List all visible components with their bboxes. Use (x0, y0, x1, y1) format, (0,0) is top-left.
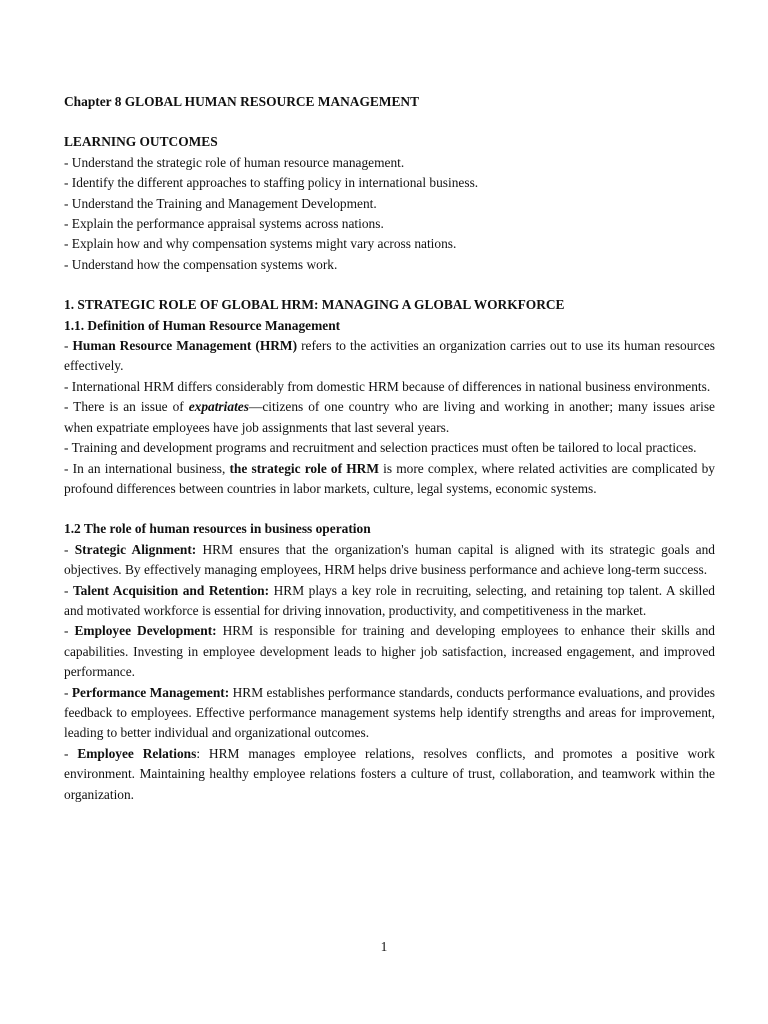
item-term: Employee Relations (77, 745, 197, 761)
spacer (64, 112, 715, 132)
paragraph-prefix: - There is an issue of (64, 399, 189, 415)
paragraph (64, 336, 715, 377)
paragraph (64, 459, 715, 500)
role-item (64, 683, 715, 744)
role-item (64, 744, 715, 805)
section-heading: 1. STRATEGIC ROLE OF GLOBAL HRM: MANAGING A GLOBAL WORKFORCE (64, 297, 565, 313)
subsection-heading: 1.1. Definition of Human Resource Management (64, 317, 341, 333)
item-text: HRM is responsible for training and developing employees to enhance their skills and capabilities. Investing in employee development leads to higher job satisfaction, increased engagement, and improved performance. (64, 623, 715, 680)
paragraph (64, 397, 715, 438)
learning-outcome-item: - Identify the different approaches to staffing policy in international business. (64, 175, 479, 191)
item-text: HRM plays a key role in recruiting, selecting, and retaining top talent. A skilled and motivated workforce is essential for driving innovation, productivity, and competitiveness in the market. (64, 582, 715, 618)
paragraph-text: refers to the activities an organization carries out to use its human resources effectively. (64, 338, 715, 374)
role-item (64, 581, 715, 622)
item-text: HRM establishes performance standards, conducts performance evaluations, and provides feedback to employees. Effective performance management systems help identify strengths and areas for improvement, leading to better individual and organizational outcomes. (64, 684, 716, 741)
paragraph-text: is more complex, where related activities are complicated by profound differences between countries in labor markets, culture, legal systems, economic systems. (64, 460, 715, 496)
spacer (64, 499, 715, 519)
item-term: Employee Development: (74, 623, 217, 639)
item-prefix: - (64, 684, 72, 700)
item-term: Performance Management: (71, 684, 230, 700)
learning-outcome-item: - Understand how the compensation systems work. (64, 256, 338, 272)
item-text: : HRM manages employee relations, resolves conflicts, and promotes a positive work environment. Maintaining healthy employee relations fosters a culture of trust, collaboration, and teamwork within the organization. (64, 745, 715, 802)
learning-outcome-item: - Understand the Training and Management Development. (64, 195, 377, 211)
bold-term: the strategic role of HRM (229, 460, 379, 476)
item-prefix: - (64, 745, 78, 761)
document-page (64, 92, 715, 805)
role-item (64, 540, 715, 581)
page-number: 1 (380, 939, 388, 954)
item-prefix: - (64, 582, 73, 598)
paragraph-prefix: - (64, 338, 73, 354)
role-item (64, 621, 715, 682)
paragraph-text: —citizens of one country who are living and working in another; many issues arise when expatriate employees have job assignments that last several years. (64, 399, 715, 435)
paragraph-prefix: - In an international business, (64, 460, 230, 476)
learning-outcome-item: - Explain how and why compensation systems might vary across nations. (64, 236, 457, 252)
paragraph: - International HRM differs considerably from domestic HRM because of differences in national business environments. (64, 378, 711, 394)
item-text: HRM ensures that the organization's human capital is aligned with its strategic goals and objectives. By effectively managing employees, HRM helps drive business performance and achieve long-term success. (64, 541, 715, 578)
spacer (64, 275, 715, 295)
item-prefix: - (64, 623, 75, 639)
bold-italic-term: expatriates (188, 399, 249, 415)
paragraph: - Training and development programs and recruitment and selection practices must often be tailored to local practices. (64, 440, 697, 456)
item-prefix: - (64, 541, 75, 557)
chapter-title: Chapter 8 GLOBAL HUMAN RESOURCE MANAGEMENT (64, 94, 419, 109)
learning-outcome-item: - Understand the strategic role of human resource management. (64, 154, 405, 170)
learning-outcome-item: - Explain the performance appraisal systems across nations. (64, 216, 384, 232)
item-term: Talent Acquisition and Retention: (72, 582, 270, 598)
bold-term: Human Resource Management (HRM) (72, 338, 298, 354)
learning-outcomes-heading: LEARNING OUTCOMES (64, 134, 218, 150)
item-term: Strategic Alignment: (74, 541, 197, 557)
subsection-heading: 1.2 The role of human resources in business operation (64, 521, 371, 537)
